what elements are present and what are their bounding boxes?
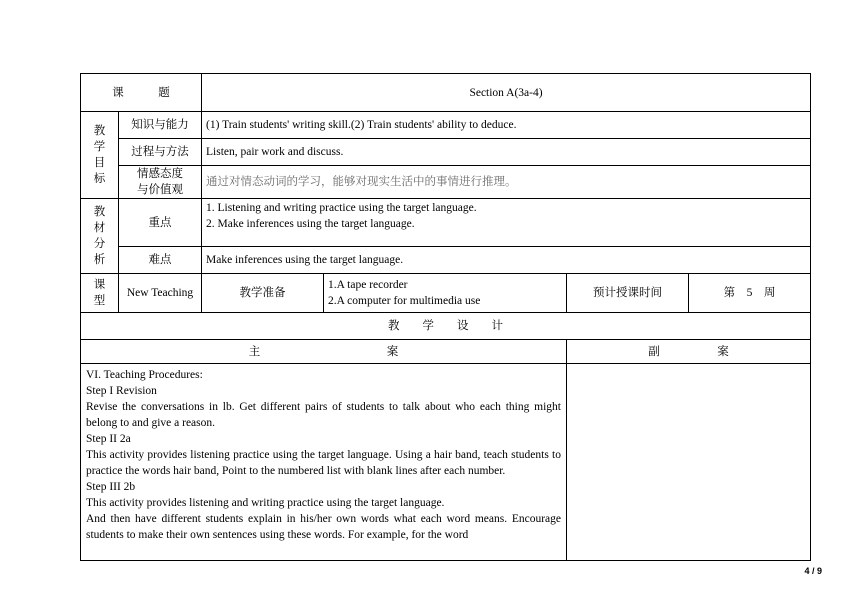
plan-content-row: [81, 364, 811, 561]
main-plan-content: [81, 364, 567, 561]
objective-row-process: [81, 139, 811, 166]
key-point-2: 2. Make inferences using the target language.: [206, 218, 415, 230]
lesson-type-char: 课: [93, 279, 106, 291]
lesson-type-label: [81, 274, 119, 313]
design-heading-row: [81, 313, 811, 340]
analysis-row-difficult: [81, 247, 811, 274]
procedure-heading: VI. Teaching Procedures:: [86, 369, 203, 381]
analysis-group-label: [81, 199, 119, 274]
knowledge-label: 知识与能力: [119, 112, 202, 139]
side-plan-content: [567, 364, 811, 561]
attitude-value: 通过对情态动词的学习，能够对现实生活中的事情进行推理。: [202, 166, 811, 199]
topic-value: Section A(3a-4): [202, 74, 811, 112]
process-label: 过程与方法: [119, 139, 202, 166]
plan-heading-row: [81, 340, 811, 364]
step-heading: Step I Revision: [86, 385, 157, 397]
key-points-label: 重点: [119, 199, 202, 247]
prep-item-1: 1.A tape recorder: [328, 279, 408, 291]
page-number: 4 / 9: [804, 566, 822, 576]
lesson-type-value: New Teaching: [119, 274, 202, 313]
analysis-char: 分: [93, 238, 106, 250]
main-plan-heading: 主 案: [81, 340, 567, 364]
prep-item-2: 2.A computer for multimedia use: [328, 295, 481, 307]
topic-label: 课 题: [81, 74, 202, 112]
step-paragraph: This activity provides listening practice using the target language. Using a hair band, teach students to practice the words hair band, Point to the numbered list with blank lines after each number.: [86, 449, 561, 477]
step-paragraph: Revise the conversations in lb. Get different pairs of students to talk about who each thing might belong to and give a reason.: [86, 401, 561, 429]
design-heading: 教 学 设 计: [81, 313, 811, 340]
knowledge-value: (1) Train students' writing skill.(2) Train students' ability to deduce.: [202, 112, 811, 139]
objectives-group-label: [81, 112, 119, 199]
teaching-time-label: 预计授课时间: [567, 274, 689, 313]
analysis-char: 教: [93, 206, 106, 218]
step-paragraph: This activity provides listening and writing practice using the target language.: [86, 497, 445, 509]
difficult-points-value: Make inferences using the target language.: [202, 247, 811, 274]
attitude-label: [119, 166, 202, 199]
prep-label: 教学准备: [202, 274, 324, 313]
lesson-type-char: 型: [93, 295, 106, 307]
lesson-type-row: [81, 274, 811, 313]
key-points-value: [202, 199, 811, 247]
lesson-plan-table: [80, 73, 811, 561]
teaching-time-value: 第 5 周: [689, 274, 811, 313]
analysis-char: 材: [93, 222, 106, 234]
prep-value: [324, 274, 567, 313]
difficult-points-label: 难点: [119, 247, 202, 274]
step-heading: Step II 2a: [86, 433, 131, 445]
attitude-label-line1: 情感态度: [137, 168, 183, 180]
objectives-char: 目: [93, 157, 106, 169]
process-value: Listen, pair work and discuss.: [202, 139, 811, 166]
step-paragraph: And then have different students explain in his/her own words what each word means. Encourage students to make their own sentences using these words. For example, for the word: [86, 513, 561, 541]
objective-row-knowledge: [81, 112, 811, 139]
key-point-1: 1. Listening and writing practice using the target language.: [206, 202, 477, 214]
objectives-char: 学: [93, 141, 106, 153]
side-plan-heading: 副 案: [567, 340, 811, 364]
attitude-label-line2: 与价值观: [137, 184, 183, 196]
objectives-char: 教: [93, 125, 106, 137]
objective-row-attitude: [81, 166, 811, 199]
step-heading: Step III 2b: [86, 481, 136, 493]
topic-row: [81, 74, 811, 112]
analysis-row-key: [81, 199, 811, 247]
analysis-char: 析: [93, 254, 106, 266]
objectives-char: 标: [93, 173, 106, 185]
